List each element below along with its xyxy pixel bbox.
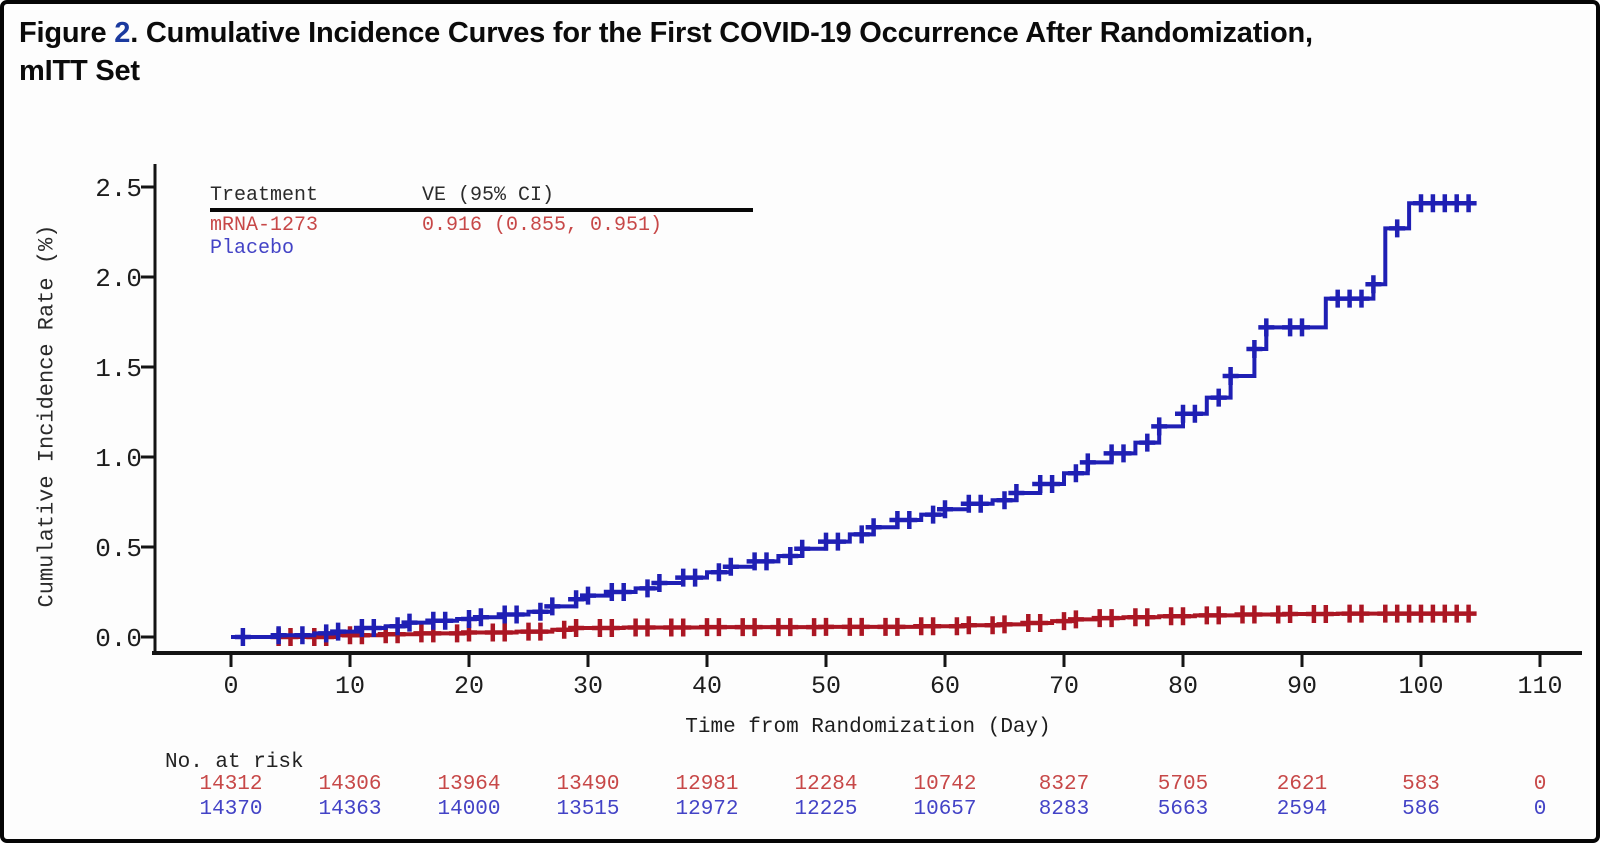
x-tick-label: 60 [929,672,961,701]
x-tick-label: 80 [1167,672,1199,701]
legend-row-mrna1273 [210,214,757,237]
figure-title-prefix: Figure [19,17,115,49]
legend-header-row [210,184,757,207]
legend-header-ve: VE (95% CI) [422,184,555,207]
x-axis-label: Time from Randomization (Day) [685,716,1051,739]
censor-marks-placebo [235,194,1477,646]
at-risk-value-mrna-1273: 5705 [1157,773,1209,796]
at-risk-value-placebo: 12225 [794,798,858,821]
at-risk-value-placebo: 5663 [1157,798,1209,821]
at-risk-value-placebo: 0 [1533,798,1547,821]
legend-header-treatment: Treatment [210,184,319,207]
at-risk-value-placebo: 10657 [913,798,977,821]
at-risk-value-mrna-1273: 12284 [794,773,858,796]
at-risk-value-placebo: 586 [1402,798,1440,821]
legend-treatment-placebo: Placebo [210,237,295,260]
at-risk-value-mrna-1273: 583 [1402,773,1440,796]
at-risk-value-mrna-1273: 0 [1533,773,1547,796]
curve-placebo [231,203,1469,637]
legend-ve-mrna1273: 0.916 (0.855, 0.951) [422,214,663,237]
x-tick-label: 100 [1398,672,1444,701]
y-tick-label: 1.5 [95,354,142,384]
x-tick-label: 20 [453,672,485,701]
x-tick-label: 10 [334,672,366,701]
y-tick-label: 0.0 [95,624,142,654]
at-risk-value-mrna-1273: 10742 [913,773,977,796]
at-risk-value-placebo: 14363 [318,798,382,821]
at-risk-value-placebo: 12972 [675,798,739,821]
y-tick-label: 2.0 [95,264,142,294]
x-tick-label: 40 [691,672,723,701]
at-risk-value-mrna-1273: 12981 [675,773,739,796]
at-risk-value-mrna-1273: 14312 [199,773,263,796]
x-tick-label: 30 [572,672,604,701]
at-risk-value-mrna-1273: 2621 [1276,773,1328,796]
at-risk-value-mrna-1273: 8327 [1038,773,1090,796]
y-tick-label: 2.5 [95,174,142,204]
at-risk-value-mrna-1273: 13964 [437,773,501,796]
x-tick-label: 110 [1517,672,1563,701]
x-tick-label: 90 [1286,672,1318,701]
figure-title-line1: . Cumulative Incidence Curves for the First COVID-19 Occurrence After Randomization, [130,17,1313,49]
at-risk-value-placebo: 8283 [1038,798,1090,821]
x-tick-label: 50 [810,672,842,701]
at-risk-value-placebo: 2594 [1276,798,1328,821]
legend-divider-line [210,208,753,212]
at-risk-value-placebo: 13515 [556,798,620,821]
legend [210,184,757,260]
at-risk-value-placebo: 14000 [437,798,501,821]
at-risk-value-mrna-1273: 13490 [556,773,620,796]
y-axis-label: Cumulative Incidence Rate (%) [34,224,60,608]
figure-title-line2: mITT Set [19,55,140,87]
at-risk-label: No. at risk [165,751,304,774]
legend-ve-placebo [422,237,757,260]
x-tick-label: 70 [1048,672,1080,701]
legend-treatment-mrna1273: mRNA-1273 [210,214,319,237]
y-tick-label: 0.5 [95,534,142,564]
x-tick-label: 0 [223,672,239,701]
at-risk-value-mrna-1273: 14306 [318,773,382,796]
at-risk-value-placebo: 14370 [199,798,263,821]
legend-row-placebo [210,237,757,260]
y-tick-label: 1.0 [95,444,142,474]
figure-number: 2 [114,17,131,49]
